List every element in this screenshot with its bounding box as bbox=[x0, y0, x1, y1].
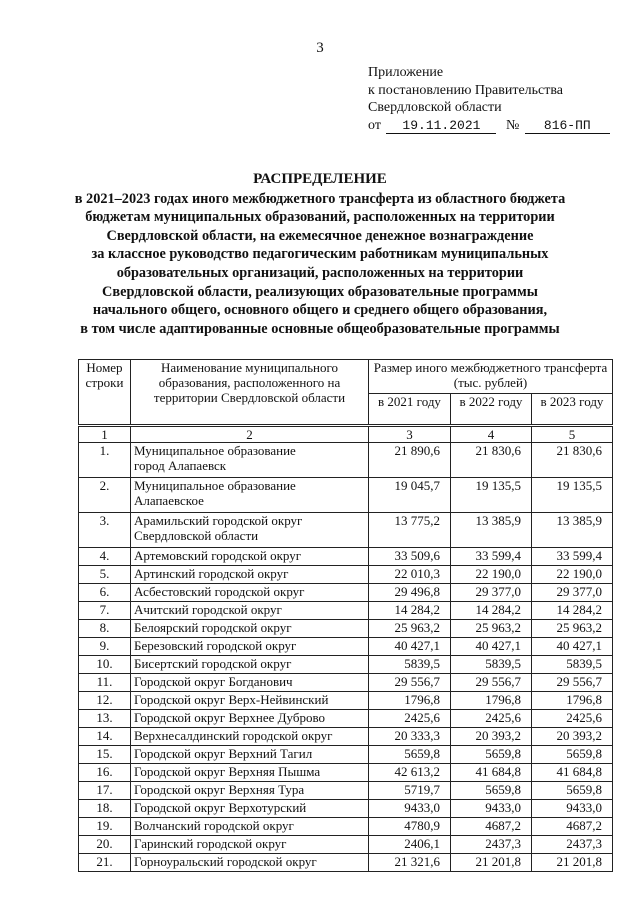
municipality-name-cell bbox=[131, 638, 369, 656]
amount-2023-cell: 14 284,2 bbox=[532, 602, 613, 620]
row-number-cell: 6. bbox=[79, 584, 131, 602]
amount-2023-cell: 1796,8 bbox=[532, 692, 613, 710]
title-line: начального общего, основного общего и среднего общего образования, bbox=[92, 302, 548, 319]
table-row bbox=[79, 548, 613, 566]
amount-2023-cell: 5659,8 bbox=[532, 746, 613, 764]
table-row bbox=[79, 674, 613, 692]
amount-2022-cell: 22 190,0 bbox=[451, 566, 532, 584]
municipality-name-line: город Алапаевск bbox=[134, 458, 227, 473]
table-row bbox=[79, 443, 613, 478]
municipality-name-cell bbox=[131, 728, 369, 746]
column-numbers-row bbox=[79, 426, 613, 443]
amount-2023-cell: 9433,0 bbox=[532, 800, 613, 818]
row-number-cell: 2. bbox=[79, 478, 131, 513]
row-number-cell: 12. bbox=[79, 692, 131, 710]
amount-2023-cell: 19 135,5 bbox=[532, 478, 613, 513]
column-number: 2 bbox=[131, 426, 369, 443]
table-row bbox=[79, 836, 613, 854]
municipality-name-cell bbox=[131, 746, 369, 764]
table-row bbox=[79, 728, 613, 746]
amount-2021-cell: 5659,8 bbox=[369, 746, 451, 764]
amount-2021-cell: 2406,1 bbox=[369, 836, 451, 854]
municipality-name-cell bbox=[131, 656, 369, 674]
municipality-name-line: Асбестовский городской округ bbox=[134, 584, 305, 599]
header-municipality-name: Наименование муниципального образования, расположенного на территории Свердловской области bbox=[131, 360, 369, 426]
amount-2022-cell: 13 385,9 bbox=[451, 513, 532, 548]
table-row bbox=[79, 513, 613, 548]
number-label: № bbox=[505, 117, 520, 133]
appendix-line-1: Приложение bbox=[368, 65, 444, 80]
row-number-cell: 1. bbox=[79, 443, 131, 478]
row-number-cell: 13. bbox=[79, 710, 131, 728]
amount-2021-cell: 33 509,6 bbox=[369, 548, 451, 566]
amount-2022-cell: 29 377,0 bbox=[451, 584, 532, 602]
amount-2022-cell: 9433,0 bbox=[451, 800, 532, 818]
amount-2022-cell: 20 393,2 bbox=[451, 728, 532, 746]
row-number-cell: 19. bbox=[79, 818, 131, 836]
column-number: 3 bbox=[369, 426, 451, 443]
amount-2021-cell: 21 890,6 bbox=[369, 443, 451, 478]
title-line: Свердловской области, на ежемесячное денежное вознаграждение bbox=[106, 227, 534, 244]
amount-2022-cell: 33 599,4 bbox=[451, 548, 532, 566]
table-row bbox=[79, 818, 613, 836]
appendix-line-4 bbox=[368, 117, 610, 135]
amount-2022-cell: 21 830,6 bbox=[451, 443, 532, 478]
municipality-name-line: Верхнесалдинский городской округ bbox=[134, 728, 333, 743]
amount-2022-cell: 21 201,8 bbox=[451, 854, 532, 872]
amount-2023-cell: 21 201,8 bbox=[532, 854, 613, 872]
amount-2021-cell: 40 427,1 bbox=[369, 638, 451, 656]
municipality-name-cell bbox=[131, 548, 369, 566]
page-number: 3 bbox=[316, 40, 324, 56]
row-number-cell: 18. bbox=[79, 800, 131, 818]
amount-2023-cell: 2437,3 bbox=[532, 836, 613, 854]
amount-2022-cell: 19 135,5 bbox=[451, 478, 532, 513]
amount-2021-cell: 14 284,2 bbox=[369, 602, 451, 620]
amount-2022-cell: 4687,2 bbox=[451, 818, 532, 836]
municipality-name-cell bbox=[131, 566, 369, 584]
municipality-name-cell bbox=[131, 443, 369, 478]
amount-2021-cell: 4780,9 bbox=[369, 818, 451, 836]
title-line: Свердловской области, реализующих образовательные программы bbox=[102, 283, 538, 300]
header-year-2022: в 2022 году bbox=[451, 393, 532, 426]
amount-2021-cell: 5839,5 bbox=[369, 656, 451, 674]
amount-2023-cell: 5659,8 bbox=[532, 782, 613, 800]
table-row bbox=[79, 584, 613, 602]
municipality-name-cell bbox=[131, 854, 369, 872]
amount-2023-cell: 21 830,6 bbox=[532, 443, 613, 478]
document-title bbox=[0, 170, 640, 338]
header-row-number: Номер строки bbox=[79, 360, 131, 426]
municipality-name-line: Горноуральский городской округ bbox=[134, 854, 317, 869]
municipality-name-line: Арамильский городской округ bbox=[134, 513, 303, 528]
header-year-2023: в 2023 году bbox=[532, 393, 613, 426]
appendix-line-3: Свердловской области bbox=[368, 100, 502, 115]
municipality-name-line: Артемовский городской округ bbox=[134, 548, 302, 563]
amount-2022-cell: 2437,3 bbox=[451, 836, 532, 854]
municipality-name-line: Городской округ Верхняя Тура bbox=[134, 782, 305, 797]
municipality-name-line: Городской округ Верхняя Пышма bbox=[134, 764, 321, 779]
column-number: 4 bbox=[451, 426, 532, 443]
row-number-cell: 4. bbox=[79, 548, 131, 566]
amount-2023-cell: 2425,6 bbox=[532, 710, 613, 728]
amount-2021-cell: 25 963,2 bbox=[369, 620, 451, 638]
amount-2023-cell: 4687,2 bbox=[532, 818, 613, 836]
amount-2023-cell: 29 556,7 bbox=[532, 674, 613, 692]
amount-2022-cell: 5659,8 bbox=[451, 746, 532, 764]
table-row bbox=[79, 638, 613, 656]
table-row bbox=[79, 602, 613, 620]
row-number-cell: 10. bbox=[79, 656, 131, 674]
municipality-name-line: Ачитский городской округ bbox=[134, 602, 282, 617]
amount-2022-cell: 25 963,2 bbox=[451, 620, 532, 638]
municipality-name-cell bbox=[131, 478, 369, 513]
amount-2022-cell: 40 427,1 bbox=[451, 638, 532, 656]
header-transfer-amount: Размер иного межбюджетного трансферта (тыс. рублей) bbox=[369, 360, 613, 394]
table-row bbox=[79, 566, 613, 584]
municipality-name-line: Гаринский городской округ bbox=[134, 836, 287, 851]
amount-2023-cell: 41 684,8 bbox=[532, 764, 613, 782]
municipality-name-cell bbox=[131, 602, 369, 620]
amount-2022-cell: 2425,6 bbox=[451, 710, 532, 728]
amount-2023-cell: 25 963,2 bbox=[532, 620, 613, 638]
municipality-name-cell bbox=[131, 620, 369, 638]
table-row bbox=[79, 478, 613, 513]
table-body bbox=[79, 426, 613, 872]
amount-2023-cell: 20 393,2 bbox=[532, 728, 613, 746]
table-row bbox=[79, 656, 613, 674]
table-row bbox=[79, 710, 613, 728]
title-line: за классное руководство педагогическим работникам муниципальных bbox=[91, 246, 549, 263]
municipality-name-line: Свердловской области bbox=[134, 528, 259, 543]
row-number-cell: 11. bbox=[79, 674, 131, 692]
appendix-block bbox=[368, 64, 610, 134]
title-line: образовательных организаций, расположенных на территории bbox=[116, 264, 524, 281]
amount-2023-cell: 5839,5 bbox=[532, 656, 613, 674]
amount-2023-cell: 22 190,0 bbox=[532, 566, 613, 584]
from-label: от bbox=[368, 117, 381, 133]
municipality-name-line: Бисертский городской округ bbox=[134, 656, 292, 671]
amount-2022-cell: 14 284,2 bbox=[451, 602, 532, 620]
amount-2021-cell: 2425,6 bbox=[369, 710, 451, 728]
municipality-name-line: Артинский городской округ bbox=[134, 566, 289, 581]
municipality-name-line: Городской округ Верхний Тагил bbox=[134, 746, 313, 761]
column-number: 5 bbox=[532, 426, 613, 443]
municipality-name-line: Городской округ Верхнее Дуброво bbox=[134, 710, 326, 725]
municipality-name-cell bbox=[131, 818, 369, 836]
title-line: в том числе адаптированные основные общеобразовательные программы bbox=[80, 320, 560, 337]
amount-2023-cell: 29 377,0 bbox=[532, 584, 613, 602]
amount-2021-cell: 29 556,7 bbox=[369, 674, 451, 692]
table-row bbox=[79, 782, 613, 800]
row-number-cell: 3. bbox=[79, 513, 131, 548]
amount-2023-cell: 40 427,1 bbox=[532, 638, 613, 656]
title-line: бюджетам муниципальных образований, расположенных на территории bbox=[85, 209, 555, 226]
municipality-name-line: Городской округ Верх-Нейвинский bbox=[134, 692, 329, 707]
amount-2023-cell: 13 385,9 bbox=[532, 513, 613, 548]
municipality-name-line: Березовский городской округ bbox=[134, 638, 297, 653]
row-number-cell: 20. bbox=[79, 836, 131, 854]
row-number-cell: 14. bbox=[79, 728, 131, 746]
header-year-2021: в 2021 году bbox=[369, 393, 451, 426]
table-row bbox=[79, 854, 613, 872]
amount-2022-cell: 29 556,7 bbox=[451, 674, 532, 692]
table-row bbox=[79, 692, 613, 710]
table-row bbox=[79, 800, 613, 818]
row-number-cell: 5. bbox=[79, 566, 131, 584]
table-row bbox=[79, 746, 613, 764]
row-number-cell: 21. bbox=[79, 854, 131, 872]
municipality-name-cell bbox=[131, 674, 369, 692]
amount-2021-cell: 9433,0 bbox=[369, 800, 451, 818]
municipality-name-line: Белоярский городской округ bbox=[134, 620, 292, 635]
municipality-name-cell bbox=[131, 692, 369, 710]
municipality-name-cell bbox=[131, 782, 369, 800]
row-number-cell: 15. bbox=[79, 746, 131, 764]
amount-2021-cell: 13 775,2 bbox=[369, 513, 451, 548]
municipality-name-cell bbox=[131, 764, 369, 782]
table-row bbox=[79, 764, 613, 782]
municipality-name-line: Городской округ Богданович bbox=[134, 674, 293, 689]
amount-2022-cell: 41 684,8 bbox=[451, 764, 532, 782]
municipality-name-cell bbox=[131, 513, 369, 548]
amount-2023-cell: 33 599,4 bbox=[532, 548, 613, 566]
column-number: 1 bbox=[79, 426, 131, 443]
municipality-name-line: Волчанский городской округ bbox=[134, 818, 294, 833]
municipality-name-cell bbox=[131, 800, 369, 818]
row-number-cell: 9. bbox=[79, 638, 131, 656]
title-heading: РАСПРЕДЕЛЕНИЕ bbox=[253, 171, 387, 187]
municipality-name-line: Алапаевское bbox=[134, 493, 204, 508]
municipality-name-cell bbox=[131, 836, 369, 854]
row-number-cell: 8. bbox=[79, 620, 131, 638]
amount-2021-cell: 20 333,3 bbox=[369, 728, 451, 746]
row-number-cell: 17. bbox=[79, 782, 131, 800]
amount-2021-cell: 1796,8 bbox=[369, 692, 451, 710]
amount-2021-cell: 21 321,6 bbox=[369, 854, 451, 872]
amount-2021-cell: 22 010,3 bbox=[369, 566, 451, 584]
amount-2021-cell: 5719,7 bbox=[369, 782, 451, 800]
resolution-date: 19.11.2021 bbox=[386, 119, 496, 134]
amount-2021-cell: 42 613,2 bbox=[369, 764, 451, 782]
amount-2022-cell: 5659,8 bbox=[451, 782, 532, 800]
row-number-cell: 16. bbox=[79, 764, 131, 782]
resolution-number: 816-ПП bbox=[525, 119, 610, 134]
municipality-name-cell bbox=[131, 584, 369, 602]
amount-2022-cell: 1796,8 bbox=[451, 692, 532, 710]
amount-2021-cell: 29 496,8 bbox=[369, 584, 451, 602]
row-number-cell: 7. bbox=[79, 602, 131, 620]
municipality-name-line: Муниципальное образование bbox=[134, 443, 296, 458]
municipality-name-line: Муниципальное образование bbox=[134, 478, 296, 493]
appendix-line-2: к постановлению Правительства bbox=[368, 82, 564, 98]
table-row bbox=[79, 620, 613, 638]
distribution-table bbox=[78, 359, 613, 872]
amount-2022-cell: 5839,5 bbox=[451, 656, 532, 674]
municipality-name-line: Городской округ Верхотурский bbox=[134, 800, 307, 815]
municipality-name-cell bbox=[131, 710, 369, 728]
amount-2021-cell: 19 045,7 bbox=[369, 478, 451, 513]
title-line: в 2021–2023 годах иного межбюджетного трансферта из областного бюджета bbox=[74, 190, 566, 207]
